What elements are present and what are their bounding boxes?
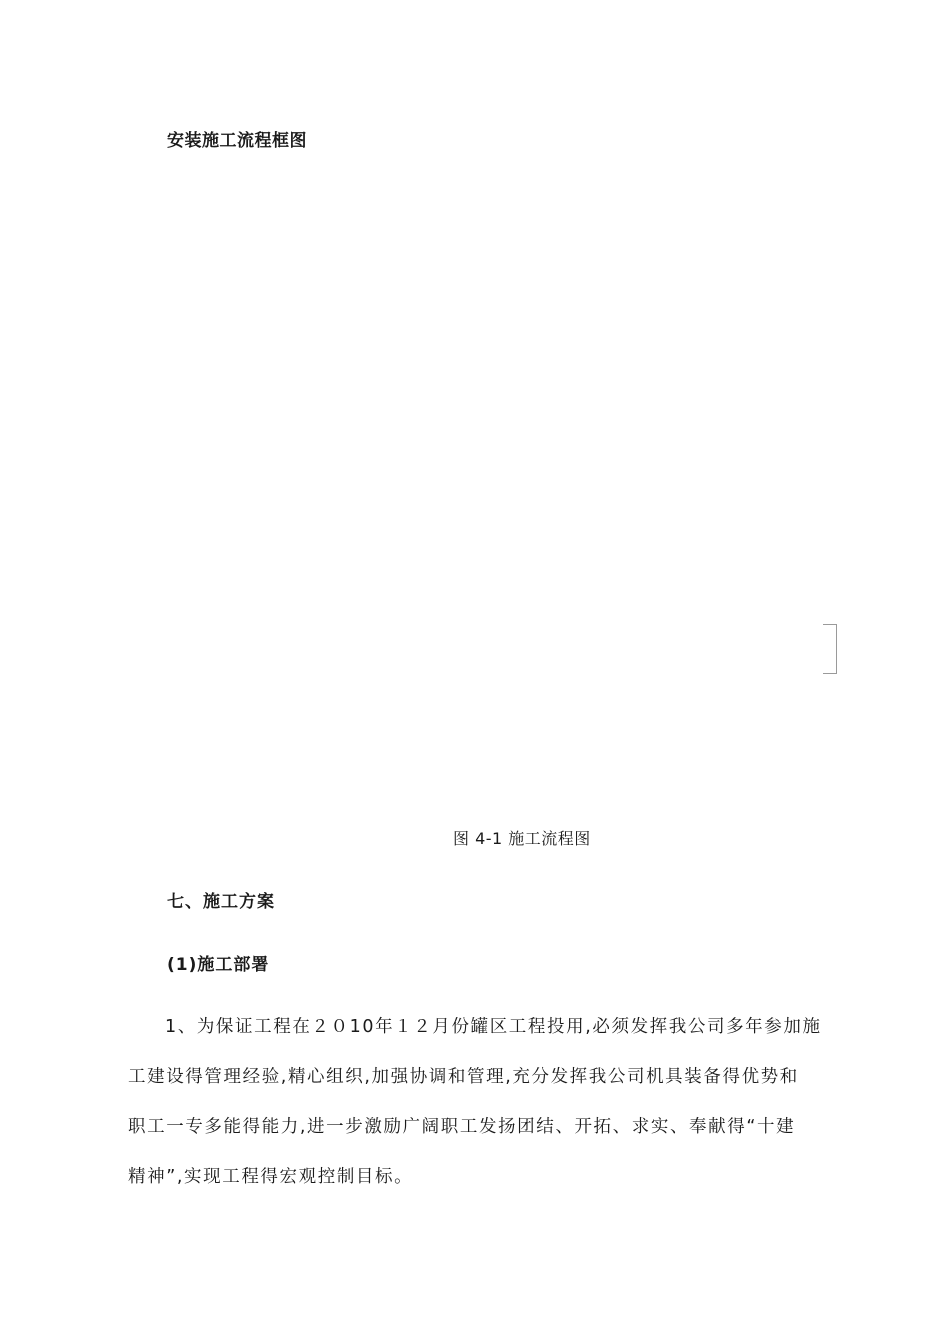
- section-title: 安装施工流程框图: [167, 131, 307, 151]
- heading-construction-deployment: (1)施工部署: [167, 955, 270, 975]
- flowchart-figure-area: [130, 170, 820, 800]
- heading-construction-plan: 七、施工方案: [167, 892, 275, 912]
- paragraph-line-3: 职工一专多能得能力,进一步激励广阔职工发扬团结、开拓、求实、奉献得“十建: [128, 1117, 796, 1137]
- figure-caption: 图 4-1 施工流程图: [453, 829, 591, 848]
- paragraph-line-1: 1、为保证工程在２０10年１２月份罐区工程投用,必须发挥我公司多年参加施: [165, 1017, 822, 1037]
- paragraph-line-2: 工建设得管理经验,精心组织,加强协调和管理,充分发挥我公司机具装备得优势和: [128, 1067, 799, 1087]
- paragraph-line-4: 精神”,实现工程得宏观控制目标。: [128, 1167, 414, 1187]
- margin-bracket: [823, 624, 837, 674]
